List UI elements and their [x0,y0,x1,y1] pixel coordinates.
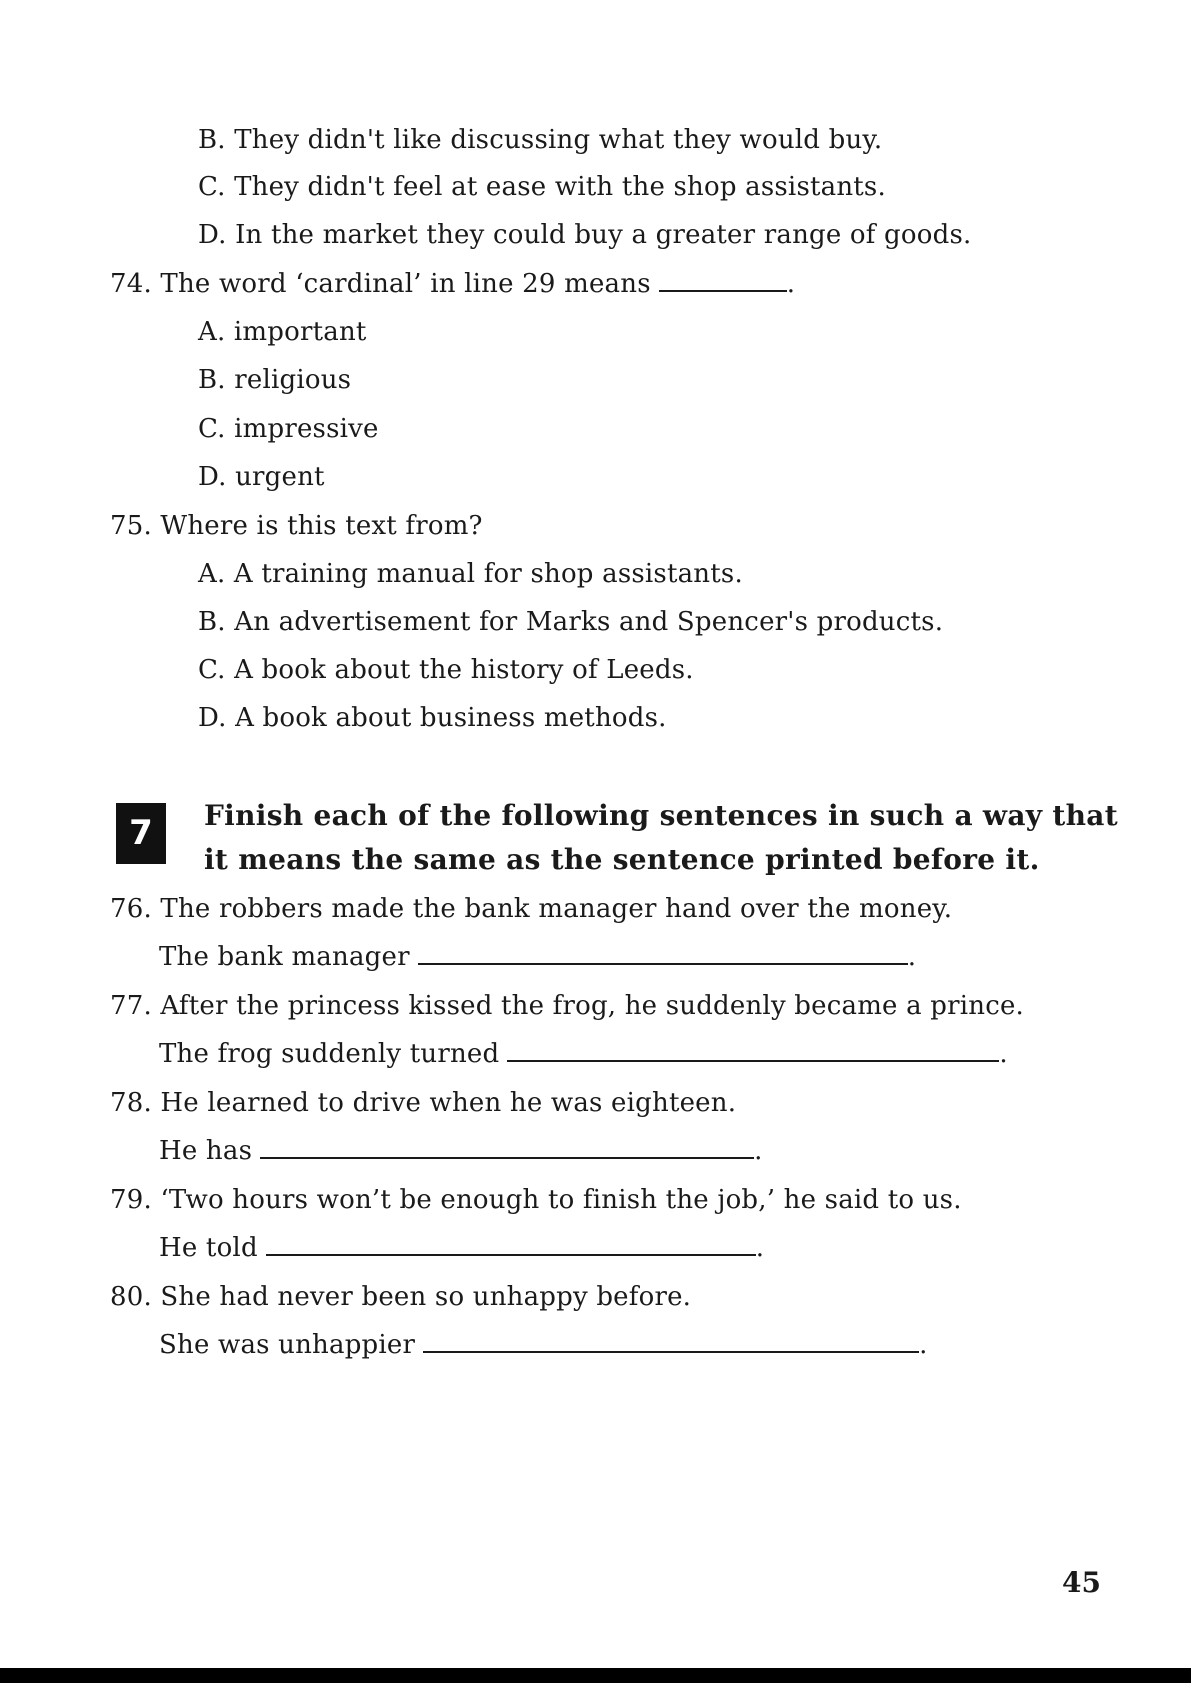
response-prompt: The bank manager [159,942,410,972]
option-text: important [233,317,367,347]
section-instruction-line1: Finish each of the following sentences in such a way that [204,799,1118,832]
section-number-badge: 7 [116,803,166,864]
q80-stem: 80. She had never been so unhappy before. [110,1282,692,1312]
q77-stem: 77. After the princess kissed the frog, he suddenly became a prince. [110,991,1025,1021]
end-punct: . [999,1039,1008,1069]
option-letter: C. [198,655,226,685]
option-letter: C. [198,414,226,444]
q80-response [159,1329,928,1361]
q75-option-a [198,558,743,590]
option-letter: B. [198,125,226,155]
answer-blank[interactable] [423,1329,919,1353]
answer-blank[interactable] [659,268,787,292]
q75-option-b [198,606,943,638]
q75-stem [110,510,483,542]
q74-stem [110,268,795,300]
option-letter: D. [198,703,227,733]
q77-response [159,1038,1008,1070]
answer-blank[interactable] [266,1232,756,1256]
option-letter: A. [198,559,226,589]
q73-option-d [198,219,971,251]
scan-bottom-edge [0,1668,1191,1683]
q79-stem: 79. ‘Two hours won’t be enough to finish the job,’ he said to us. [110,1185,962,1215]
answer-blank[interactable] [418,941,908,965]
option-text: religious [234,365,352,395]
option-text: urgent [235,462,325,492]
q75-option-c [198,654,694,686]
option-text: A training manual for shop assistants. [233,559,743,589]
end-punct: . [754,1136,763,1166]
option-text: They didn't feel at ease with the shop assistants. [234,172,886,202]
q74-option-d [198,461,325,493]
q78-response [159,1135,763,1167]
q73-option-c [198,171,886,203]
option-text: They didn't like discussing what they would buy. [234,125,883,155]
section-instruction-line2: it means the same as the sentence printed before it. [204,843,1040,876]
q75-option-d [198,702,667,734]
option-text: A book about business methods. [235,703,667,733]
option-letter: D. [198,220,227,250]
option-letter: C. [198,172,226,202]
option-letter: A. [198,317,226,347]
option-letter: D. [198,462,227,492]
q74-option-c [198,413,379,445]
q76-response [159,941,916,973]
q74-option-a [198,316,367,348]
option-text: A book about the history of Leeds. [234,655,694,685]
question-text: 75. Where is this text from? [110,511,483,541]
answer-blank[interactable] [260,1135,754,1159]
end-punct: . [786,269,796,299]
answer-blank[interactable] [507,1038,999,1062]
q74-option-b [198,364,351,396]
option-letter: B. [198,607,226,637]
question-text: 74. The word ‘cardinal’ in line 29 means [110,269,651,299]
response-prompt: She was unhappier [159,1330,416,1360]
end-punct: . [919,1330,928,1360]
option-letter: B. [198,365,226,395]
end-punct: . [755,1233,765,1263]
response-prompt: The frog suddenly turned [159,1039,500,1069]
option-text: An advertisement for Marks and Spencer's products. [234,607,944,637]
q76-stem: 76. The robbers made the bank manager hand over the money. [110,894,953,924]
q73-option-b [198,124,882,156]
page-number: 45 [1062,1566,1101,1599]
response-prompt: He told [159,1233,258,1263]
option-text: In the market they could buy a greater range of goods. [235,220,972,250]
option-text: impressive [234,414,379,444]
q78-stem: 78. He learned to drive when he was eighteen. [110,1088,737,1118]
response-prompt: He has [159,1136,253,1166]
end-punct: . [907,942,917,972]
q79-response [159,1232,764,1264]
